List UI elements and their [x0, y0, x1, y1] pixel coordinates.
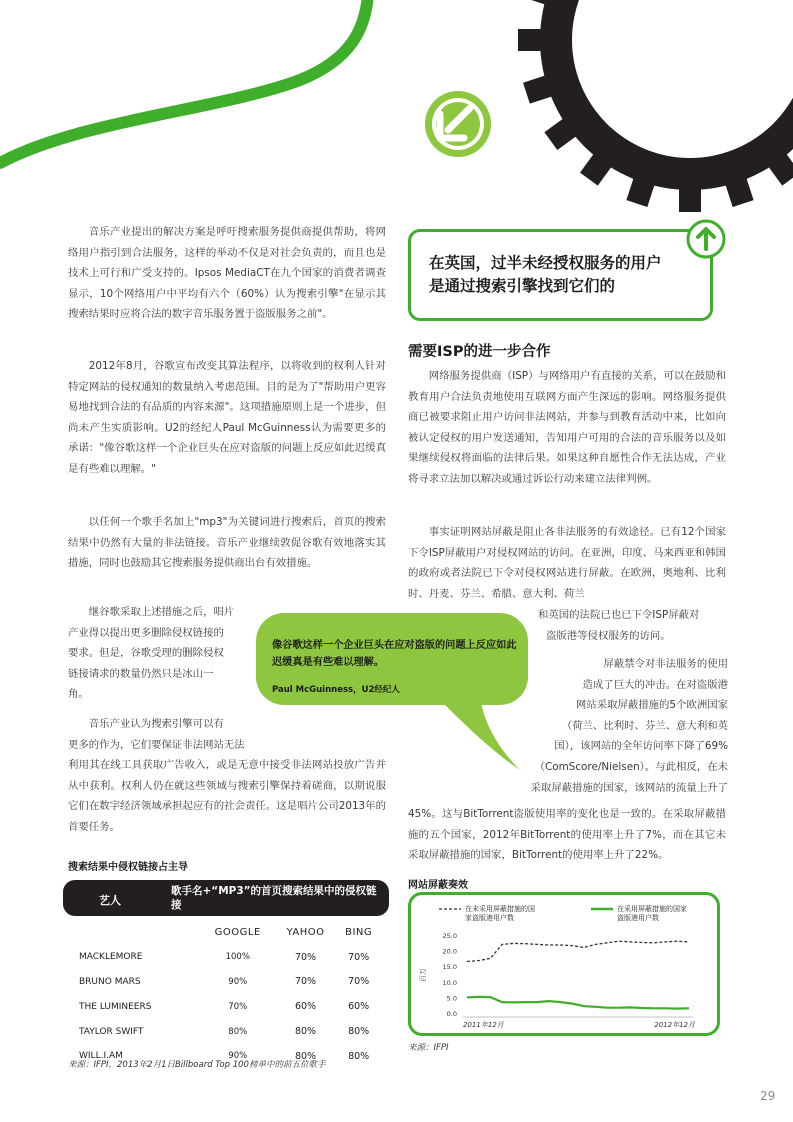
chart-box — [408, 892, 720, 1036]
gear-tooth — [679, 182, 701, 212]
left-paragraph-1: 音乐产业提出的解决方案是呼吁搜索服务提供商提供帮助，将网络用户指引到合法服务，这样的举动不仅是对社会负责的，而且也是技术上可行和广受支持的。Ipsos MediaCT在九个国家的消费者调查显示，10个网络用户中平均有六个（60%）认为搜索引擎"在显示其搜索结果时应将合法的数字音乐服务置于盗版服务之前"。 — [68, 226, 386, 321]
col-bing: BING — [345, 926, 373, 938]
right-paragraph-3-start: 屏蔽禁令对非法服务的使用 造成了巨大的冲击。在对盗版港 网站采取屏蔽措施的5个欧洲国家 （荷兰、比利时、芬兰、意大利和英 国），该网站的全年访问率下降了69% （ComScore/Nielsen）。与此相反，在未 采取屏蔽措施的国家，该网站的流量上升了 — [530, 658, 728, 794]
quote-author: Paul McGuinness，U2经纪人 — [272, 685, 400, 695]
col-yahoo: YAHOO — [286, 926, 325, 938]
series-line-2 — [467, 997, 689, 1009]
series-line-1 — [467, 941, 689, 961]
left-paragraph-5-start: 音乐产业认为搜索引擎可以有 更多的作为，它们要保证非法网站无法 — [68, 718, 245, 751]
y-tick-label: 0.0 — [446, 1010, 457, 1018]
search-results-table — [63, 920, 381, 1069]
chart-source: 来源：IFPI — [408, 1043, 449, 1053]
bubble-tail — [420, 690, 530, 790]
left-paragraph-3: 以任何一个歌手名加上"mp3"为关键词进行搜索后，首页的搜索结果中仍然有大量的非法链接。音乐产业继续敦促谷歌有效地落实其措施，同时也鼓励其它搜索服务提供商出台有效措施。 — [68, 516, 386, 570]
header-artist: 艺人 — [99, 894, 121, 907]
quote-bubble — [256, 613, 528, 705]
x-tick-label-end: 2012年12月 — [654, 1021, 695, 1029]
gear-tooth — [518, 29, 548, 51]
left-paragraph-4: 继谷歌采取上述措施之后，唱片 产业得以提出更多删除侵权链接的 要求。但是，谷歌受理的删除侵权 链接请求的数量仍然只是冰山一 角。 — [68, 606, 235, 701]
y-tick-label: 25.0 — [442, 932, 457, 940]
y-axis-label: 百万 — [419, 968, 427, 982]
chart-title: 网站屏蔽奏效 — [408, 880, 468, 891]
green-swoosh — [0, 0, 368, 163]
callout-box — [408, 229, 713, 321]
isp-heading: 需要ISP的进一步合作 — [408, 344, 551, 360]
x-tick-label-start: 2011年12月 — [463, 1021, 504, 1029]
legend-label-2-line1: 在采用屏蔽措施的国家 — [617, 905, 687, 913]
left-paragraph-2: 2012年8月，谷歌宣布改变其算法程序，以将收到的权利人针对特定网站的侵权通知的数量纳入考虑范围。目的是为了"帮助用户更容易地找到合法的有品质的内容来源"。这项措施原则上是一个进步，但尚未产生实质影响。U2的经纪人Paul McGuinness认为需要更多的承诺："像谷歌这样一个企业巨头在应对盗版的问题上反应如此迟缓真是有些难以理解。" — [68, 360, 386, 475]
col-google: GOOGLE — [214, 926, 261, 938]
right-paragraph-2-tail: 和英国的法院已也已下令ISP屏蔽对 盗版港等侵权服务的访问。 — [538, 609, 700, 642]
legend-label-1-line1: 在未采用屏蔽措施的国 — [465, 905, 535, 913]
y-tick-label: 5.0 — [446, 994, 457, 1003]
arrow-up-icon — [686, 219, 726, 259]
right-paragraph-1: 网络服务提供商（ISP）与网络用户有直接的关系，可以在鼓励和教育用户合法负责地使用互联网方面产生深远的影响。网络服务提供商已被要求阻止用户访问非法网站，并参与到教育活动中来，比如向被认定侵权的用户发送通知，告知用户可用的合法的音乐服务以及如果继续侵权将面临的法律后果。如果这种自愿性合作无法达成，产业将寻求立法加以解决或通过诉讼行动来建立法律判例。 — [408, 370, 726, 485]
quote-text: 像谷歌这样一个企业巨头在应对盗版的问题上反应如此迟缓真是有些难以理解。 — [272, 640, 517, 668]
table-source: 来源：IFPI，2013年2月1日Billboard Top 100榜单中的前五位歌手 — [68, 1060, 326, 1070]
y-tick-label: 15.0 — [442, 963, 457, 972]
y-tick-label: 10.0 — [442, 978, 457, 987]
right-paragraph-3-rest: 45%。这与BitTorrent盗版使用率的变化也是一致的。在采取屏蔽措施的五个国家，2012年BitTorrent的使用率上升了7%，而在其它未采取屏蔽措施的国家，BitTorrent的使用率上升了22%。 — [408, 808, 726, 862]
table-row: BRUNO MARS 90% 70% 70% — [79, 976, 370, 988]
table-row: TAYLOR SWIFT 80% 80% 80% — [79, 1026, 370, 1038]
y-tick-label: 20.0 — [442, 947, 457, 956]
left-paragraph-5-rest: 利用其在线工具获取广告收入，或是无意中接受非法网站投放广告并从中获利。权利人仍在就这些领域与搜索引擎保持着磋商，以期说服它们在数字经济领域承担起应有的社会责任。这是唱片公司2013年的首要任务。 — [68, 759, 386, 833]
table-row: THE LUMINEERS 70% 60% 60% — [79, 1001, 370, 1013]
right-paragraph-2: 事实证明网站屏蔽是阻止各非法服务的有效途径。已有12个国家下令ISP屏蔽用户对侵权网站的访问。在亚洲，印度、马来西亚和韩国的政府或者法院已下令对侵权网站进行屏蔽。在欧洲，奥地利、比利时、丹麦、芬兰、希腊、意大利、荷兰 — [408, 526, 726, 600]
arrow-down-left-icon — [425, 91, 491, 157]
table-row: WILL.I.AM 90% 80% 80% — [79, 1050, 370, 1062]
table-title: 搜索结果中侵权链接占主导 — [68, 862, 188, 873]
page-number: 29 — [760, 1089, 776, 1103]
header-graphics — [0, 0, 793, 250]
table-column-header — [63, 920, 381, 945]
callout-text: 在英国，过半未经授权服务的用户 是通过搜索引擎找到它们的 — [429, 254, 662, 295]
table-header — [63, 880, 389, 916]
table-row: MACKLEMORE 100% 70% 70% — [79, 951, 370, 963]
header-description: 歌手名+“MP3”的首页搜索结果中的侵权链接 — [171, 885, 377, 911]
line-chart — [411, 895, 717, 1033]
legend-label-1-line2: 家盗版港用户数 — [465, 914, 514, 922]
legend-label-2-line2: 盗版港用户数 — [617, 914, 659, 922]
